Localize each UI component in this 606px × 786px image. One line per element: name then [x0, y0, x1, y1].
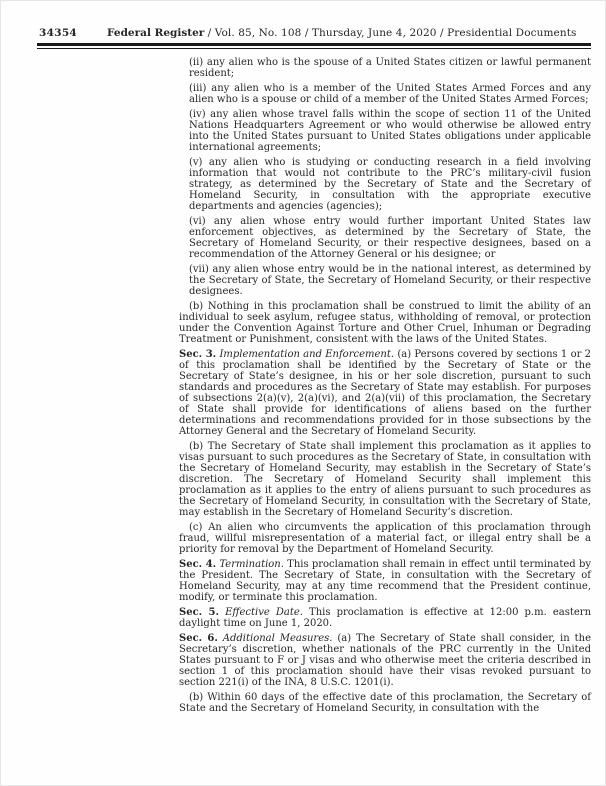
section-text: (a) The Secretary of State shall consider, in the Secretary’s discretion, whether nationals of the PRC currently in the United States pursuant to F or J visas and who otherwise meet the criteria described in section 1 of this proclamation should have their visas revoked pursuant to section 221(i) of the INA, 8 U.S.C. 1201(i). [179, 633, 591, 688]
document-body [179, 57, 591, 714]
section-text: (a) Persons covered by sections 1 or 2 of this proclamation shall be identified by the Secretary of State or the Secretary of State’s designee, in his or her sole discretion, pursuant to such standards and procedures as the Secretary of State may establish. For purposes of subsections 2(a)(v), 2(a)(vi), and 2(a)(vii) of this proclamation, the Secretary of State shall provide for identifications of aliens based on the further determinations and recommendations provided for in those subsections by the Attorney General and the Secretary of Homeland Security. [179, 349, 591, 437]
section-label: Sec. 5. [179, 607, 219, 618]
page-header [39, 27, 589, 39]
page-number: 34354 [39, 27, 78, 39]
section-label: Sec. 3. [179, 349, 217, 360]
body-paragraph: (b) The Secretary of State shall implement this proclamation as it applies to visas pursuant to such procedures as the Secretary of State, in consultation with the Secretary of Homeland Security, may establish in the Secretary of State’s discretion. The Secretary of Homeland Security shall implement this proclamation as it applies to the entry of aliens pursuant to such procedures as the Secretary of Homeland Security, in consultation with the Secretary of State, may establish in the Secretary of Homeland Security’s discretion. [179, 441, 591, 518]
header-rule-thick [37, 43, 591, 46]
section-text: This proclamation is effective at 12:00 p.m. eastern daylight time on June 1, 2020. [179, 607, 592, 629]
journal-title: Federal Register [107, 27, 205, 39]
header-rule-thin [37, 48, 591, 50]
body-paragraph: (v) any alien who is studying or conducting research in a field involving information that would not contribute to the PRC’s military-civil fusion strategy, as determined by the Secretary of State and the Secretary of Homeland Security, in consultation with the appropriate executive departments and agencies (agencies); [189, 157, 591, 212]
body-paragraph: (vii) any alien whose entry would be in the national interest, as determined by the Secretary of State, the Secretary of Homeland Security, or their respective designees. [189, 264, 591, 297]
body-paragraph: (c) An alien who circumvents the application of this proclamation through fraud, willful misrepresentation of a material fact, or illegal entry shall be a priority for removal by the Department of Homeland Security. [179, 522, 591, 555]
section-title: Additional Measures. [222, 633, 333, 644]
body-paragraph: (iii) any alien who is a member of the United States Armed Forces and any alien who is a spouse or child of a member of the United States Armed Forces; [189, 83, 591, 105]
section-label: Sec. 6. [179, 633, 218, 644]
section-paragraph [179, 349, 591, 437]
section-title: Termination. [219, 559, 284, 570]
issue-info: / Vol. 85, No. 108 / Thursday, June 4, 2020 / Presidential Documents [207, 27, 577, 39]
section-text: This proclamation shall remain in effect until terminated by the President. The Secretary of State, in consultation with the Secretary of Homeland Security, may at any time recommend that the President continue, modify, or terminate this proclamation. [179, 559, 591, 603]
section-title: Implementation and Enforcement. [219, 349, 395, 360]
body-paragraph: (iv) any alien whose travel falls within the scope of section 11 of the United Nations Headquarters Agreement or who would otherwise be allowed entry into the United States pursuant to United States obligations under applicable international agreements; [189, 109, 591, 153]
section-paragraph [179, 633, 591, 688]
body-paragraph: (b) Nothing in this proclamation shall be construed to limit the ability of an individual to seek asylum, refugee status, withholding of removal, or protection under the Convention Against Torture and Other Cruel, Inhuman or Degrading Treatment or Punishment, consistent with the laws of the United States. [179, 301, 591, 345]
body-paragraph: (ii) any alien who is the spouse of a United States citizen or lawful permanent resident; [189, 57, 591, 79]
section-title: Effective Date. [225, 607, 303, 618]
header-rule [37, 43, 591, 49]
body-paragraph: (vi) any alien whose entry would further important United States law enforcement objectives, as determined by the Secretary of State, the Secretary of Homeland Security, or their respective designees, based on a recommendation of the Attorney General or his designee; or [189, 216, 591, 260]
body-paragraph: (b) Within 60 days of the effective date of this proclamation, the Secretary of State and the Secretary of Homeland Security, in consultation with the [179, 692, 591, 714]
section-paragraph [179, 559, 591, 603]
section-label: Sec. 4. [179, 559, 217, 570]
section-paragraph [179, 607, 591, 629]
